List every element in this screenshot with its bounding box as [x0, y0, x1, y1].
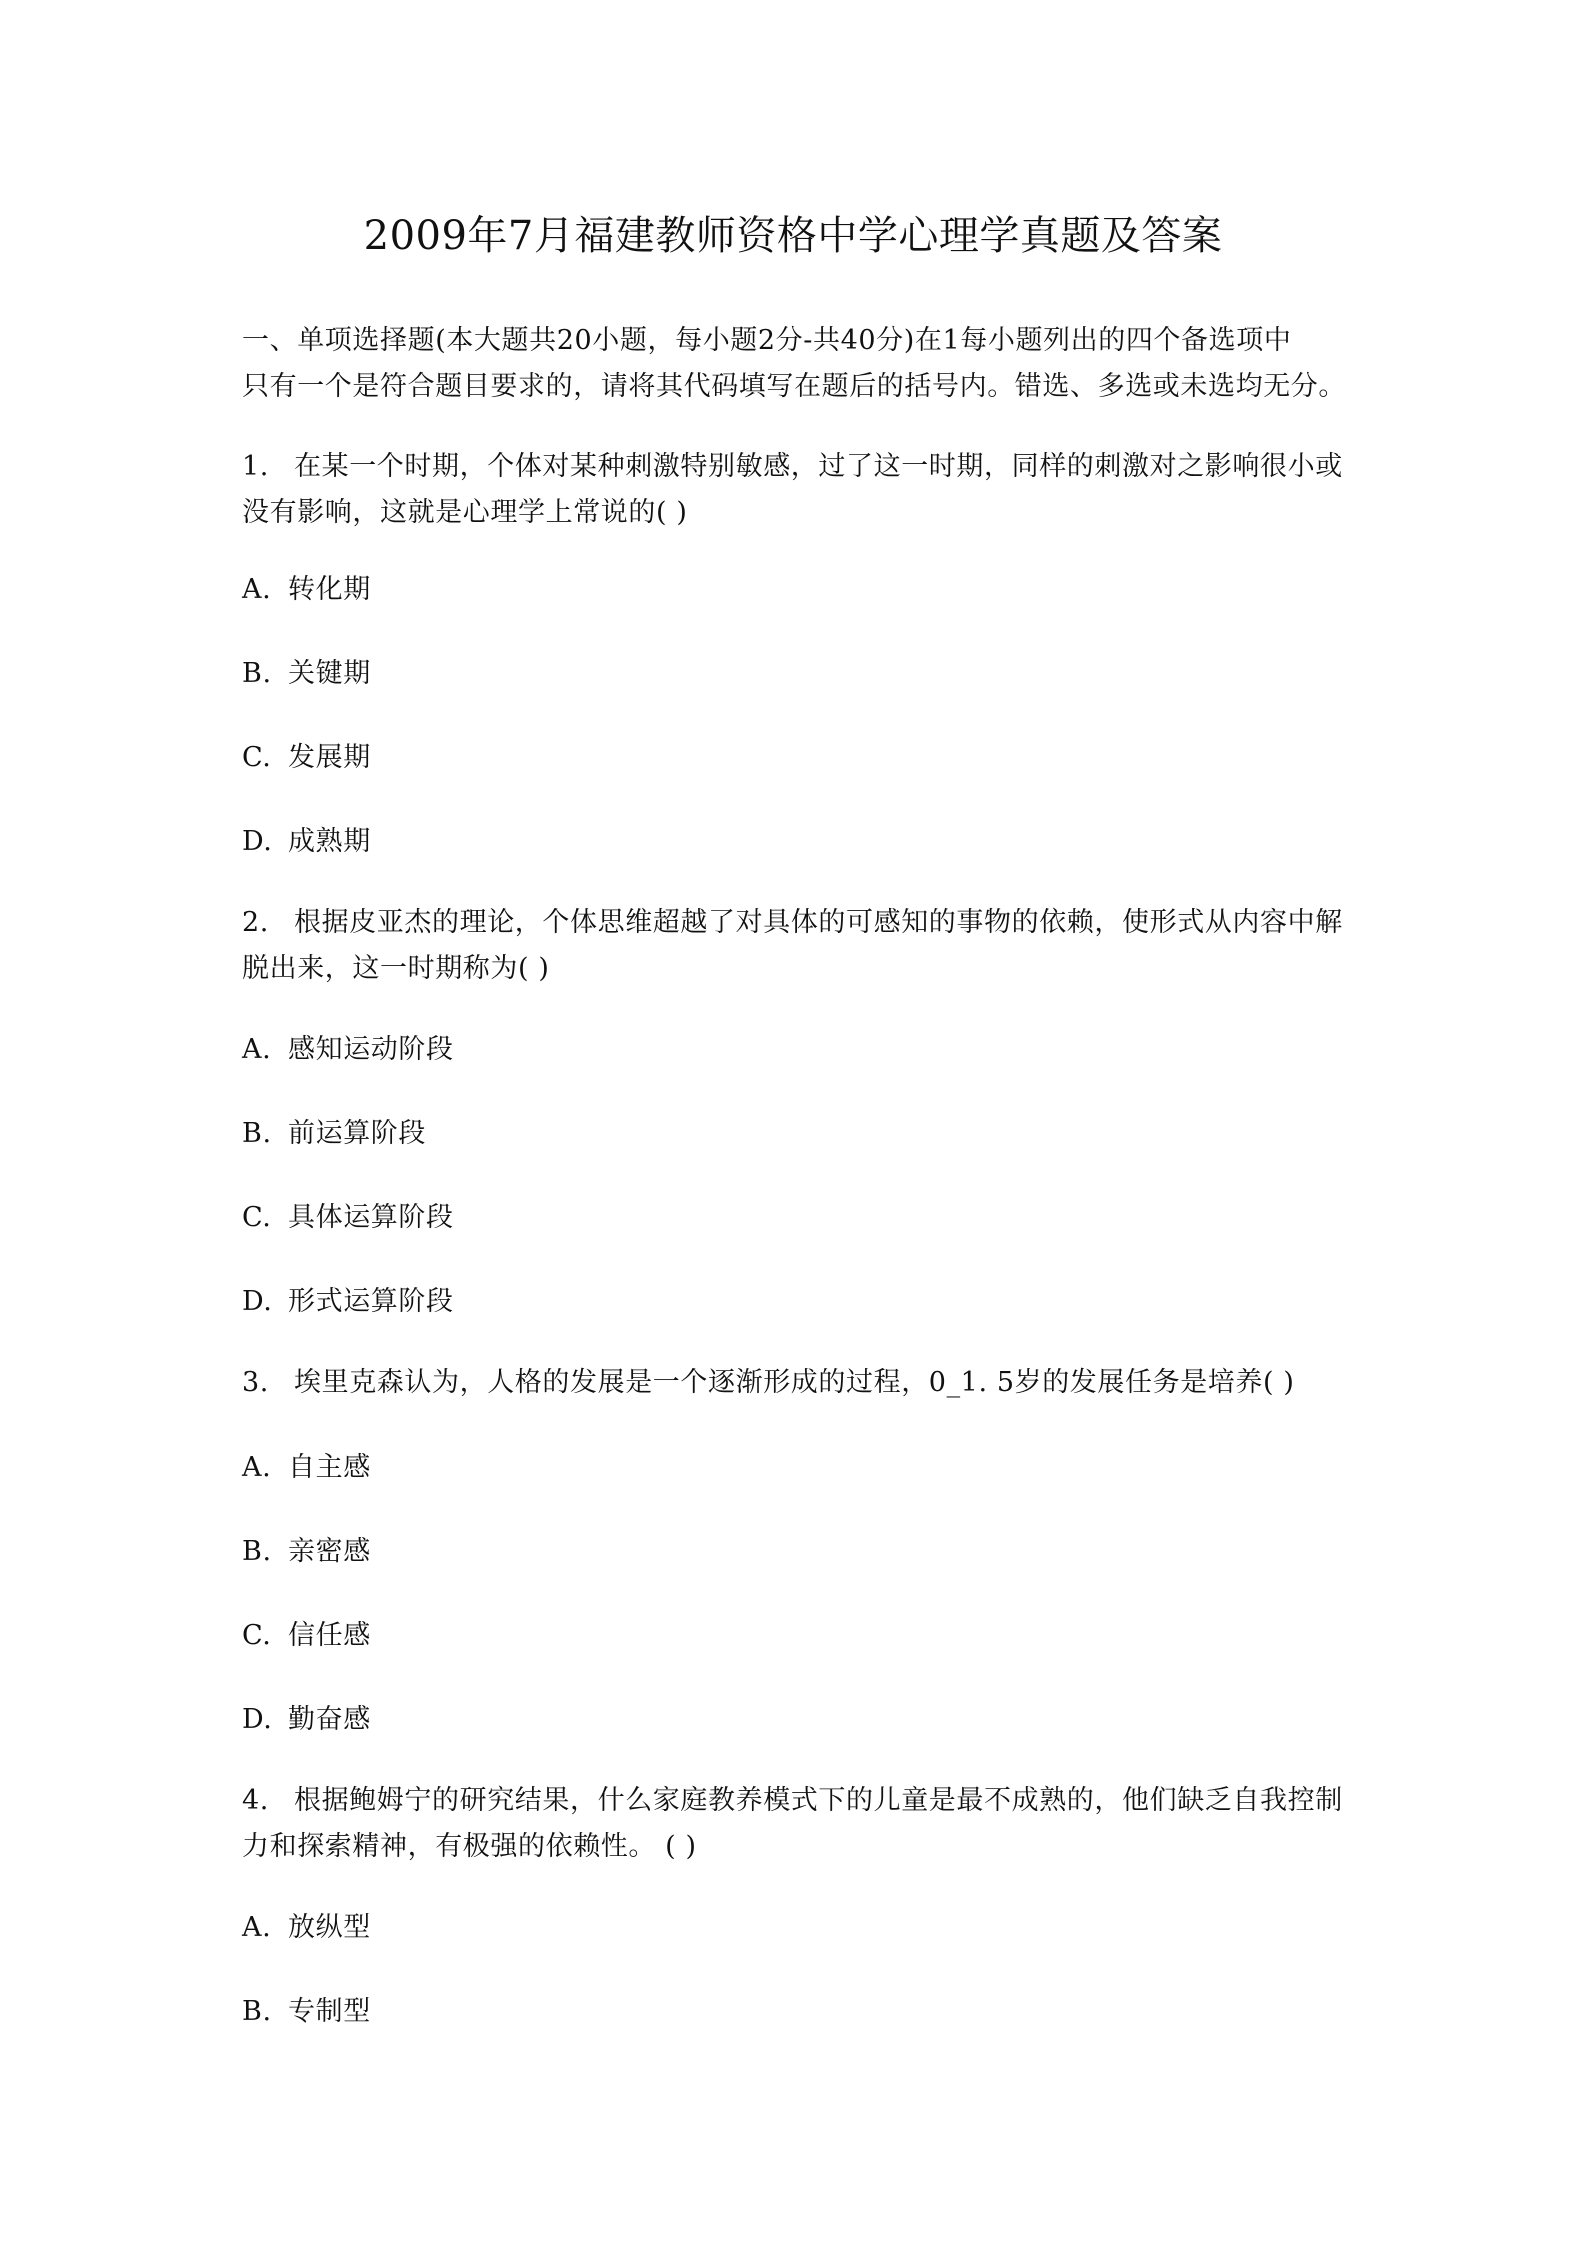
option-letter: B. — [242, 1536, 272, 1567]
question-2-line-1 — [242, 900, 1362, 946]
section-intro — [242, 318, 1362, 410]
question-4-line-2: 力和探索精神，有极强的依赖性。 ( ) — [242, 1831, 697, 1862]
option-letter: A. — [242, 1452, 272, 1483]
question-1 — [242, 444, 1362, 536]
question-2-text-1: 根据皮亚杰的理论，个体思维超越了对具体的可感知的事物的依赖，使形式从内容中解 — [294, 907, 1343, 938]
option-text: 放纵型 — [288, 1912, 371, 1943]
question-1-option-b — [242, 654, 1342, 694]
question-3-option-d — [242, 1700, 1342, 1740]
question-2 — [242, 900, 1362, 992]
question-3-text-1: 埃里克森认为，人格的发展是一个逐渐形成的过程，0_1. 5岁的发展任务是培养( ) — [294, 1367, 1295, 1398]
question-2-option-b — [242, 1114, 1342, 1154]
question-1-option-a — [242, 570, 1342, 610]
option-text: 感知运动阶段 — [288, 1034, 454, 1065]
question-1-number: 1. — [242, 451, 269, 482]
question-3 — [242, 1360, 1362, 1406]
option-text: 成熟期 — [288, 826, 371, 857]
option-letter: B. — [242, 1996, 272, 2027]
question-4-option-a — [242, 1908, 1342, 1948]
option-text: 具体运算阶段 — [288, 1202, 454, 1233]
option-letter: B. — [242, 1118, 272, 1149]
question-3-number: 3. — [242, 1367, 269, 1398]
option-text: 转化期 — [288, 574, 371, 605]
option-letter: A. — [242, 1912, 272, 1943]
question-4 — [242, 1778, 1362, 1870]
option-letter: D. — [242, 1286, 273, 1317]
option-letter: A. — [242, 574, 272, 605]
question-2-option-a — [242, 1030, 1342, 1070]
question-2-option-d — [242, 1282, 1342, 1322]
option-letter: C. — [242, 1202, 272, 1233]
question-3-option-c — [242, 1616, 1342, 1656]
question-2-number: 2. — [242, 907, 269, 938]
section-intro-line-1: 一、单项选择题(本大题共20小题，每小题2分-共40分)在1每小题列出的四个备选项中 — [242, 325, 1292, 356]
option-text: 前运算阶段 — [288, 1118, 426, 1149]
question-1-line-2: 没有影响，这就是心理学上常说的( ) — [242, 497, 688, 528]
option-letter: C. — [242, 1620, 272, 1651]
question-4-number: 4. — [242, 1785, 269, 1816]
question-3-option-a — [242, 1448, 1342, 1488]
question-2-option-c — [242, 1198, 1342, 1238]
option-letter: C. — [242, 742, 272, 773]
option-letter: A. — [242, 1034, 272, 1065]
section-intro-line-2: 只有一个是符合题目要求的，请将其代码填写在题后的括号内。错选、多选或未选均无分。 — [242, 371, 1346, 402]
question-4-option-b — [242, 1992, 1342, 2032]
question-4-line-1 — [242, 1778, 1362, 1824]
option-text: 关键期 — [288, 658, 371, 689]
question-1-text-1: 在某一个时期，个体对某种刺激特别敏感，过了这一时期，同样的刺激对之影响很小或 — [294, 451, 1343, 482]
question-2-line-2: 脱出来，这一时期称为( ) — [242, 953, 550, 984]
option-letter: B. — [242, 658, 272, 689]
option-letter: D. — [242, 1704, 273, 1735]
option-text: 发展期 — [288, 742, 371, 773]
option-text: 形式运算阶段 — [288, 1286, 454, 1317]
question-1-option-d — [242, 822, 1342, 862]
option-letter: D. — [242, 826, 273, 857]
question-4-text-1: 根据鲍姆宁的研究结果，什么家庭教养模式下的儿童是最不成熟的，他们缺乏自我控制 — [294, 1785, 1343, 1816]
option-text: 自主感 — [288, 1452, 371, 1483]
option-text: 信任感 — [288, 1620, 371, 1651]
page-title: 2009年7月福建教师资格中学心理学真题及答案 — [363, 213, 1223, 259]
question-3-line-1 — [242, 1360, 1362, 1406]
option-text: 亲密感 — [288, 1536, 371, 1567]
option-text: 专制型 — [288, 1996, 371, 2027]
question-1-line-1 — [242, 444, 1362, 490]
question-1-option-c — [242, 738, 1342, 778]
question-3-option-b — [242, 1532, 1342, 1572]
option-text: 勤奋感 — [288, 1704, 371, 1735]
